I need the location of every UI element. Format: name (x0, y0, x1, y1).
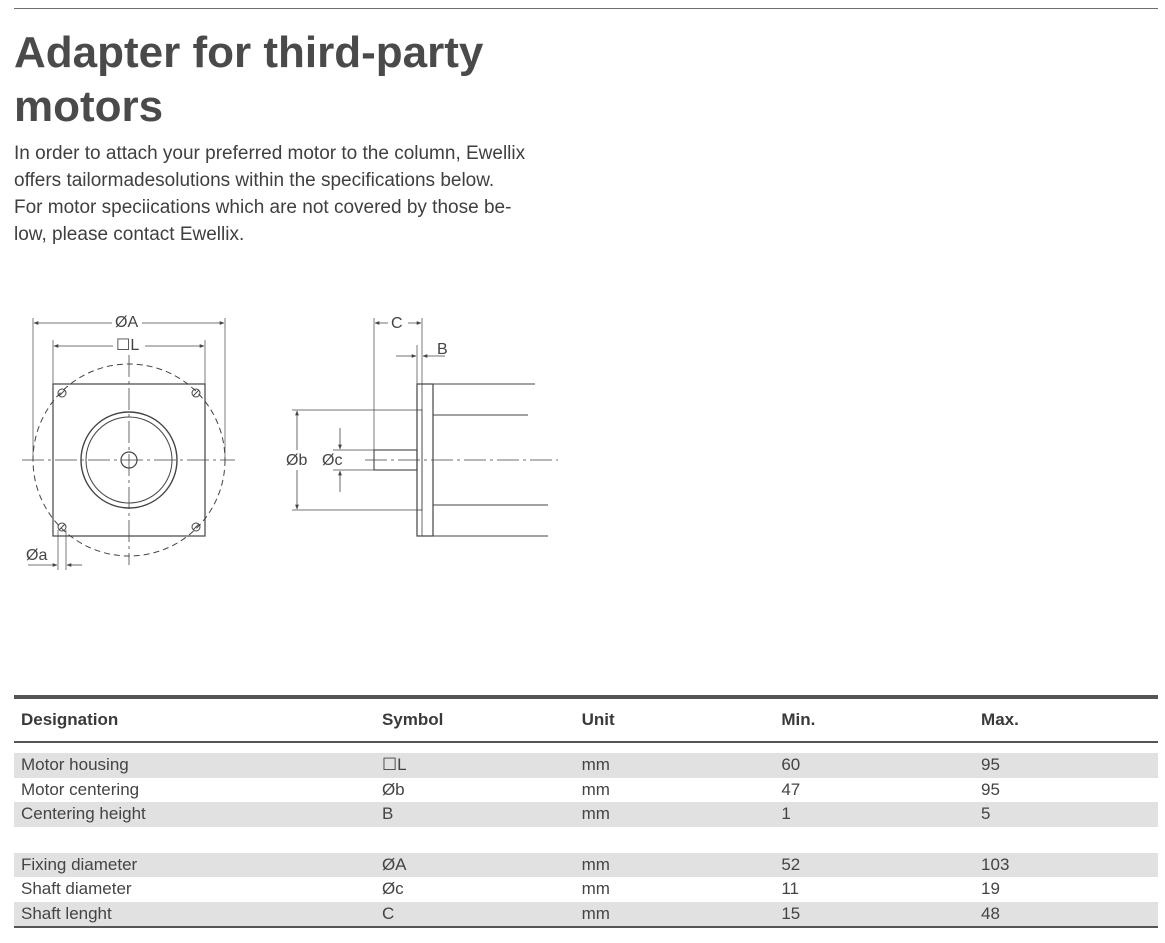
cell-min: 60 (781, 755, 801, 775)
specification-table (14, 695, 1158, 928)
table-row (14, 802, 1158, 827)
cell-max: 103 (981, 854, 1010, 874)
column-header-max: Max. (981, 710, 1019, 729)
top-rule (14, 8, 1158, 9)
cell-symbol: Øc (381, 879, 404, 899)
page-title: Adapter for third-party motors (14, 28, 484, 131)
cell-max: 48 (981, 903, 1000, 923)
table-row (14, 753, 1158, 778)
side-view (292, 318, 558, 536)
table-row (14, 877, 1158, 902)
table-row (14, 853, 1158, 878)
cell-max: 95 (981, 779, 1000, 799)
cell-min: 1 (781, 804, 791, 824)
column-header-symbol: Symbol (381, 710, 444, 729)
column-header-designation: Designation (21, 710, 119, 729)
cell-designation: Motor housing (21, 755, 129, 775)
cell-designation: Centering height (21, 804, 146, 824)
cell-designation: Motor centering (21, 779, 140, 799)
column-header-unit: Unit (581, 710, 615, 729)
cell-symbol: ØA (381, 854, 407, 874)
cell-min: 52 (781, 854, 801, 874)
motor-adapter-drawing (0, 300, 600, 590)
cell-symbol: ☐L (381, 755, 407, 775)
cell-min: 47 (781, 779, 801, 799)
table-group-gap (14, 827, 1158, 853)
cell-symbol: C (381, 903, 395, 923)
intro-line: In order to attach your preferred motor to the column, Ewellix (14, 143, 526, 164)
centering-diameter-label: Øb (286, 452, 308, 469)
cell-unit: mm (581, 755, 610, 775)
column-header-min: Min. (781, 710, 816, 729)
shaft-length-label: C (391, 315, 403, 332)
cell-symbol: B (381, 804, 394, 824)
table-bottom-rule (14, 926, 1158, 928)
intro-line: For motor speciications which are not covered by those be- (14, 197, 512, 218)
cell-max: 19 (981, 879, 1000, 899)
cell-unit: mm (581, 903, 610, 923)
intro-line: low, please contact Ewellix. (14, 224, 245, 245)
shaft-diameter-label: Øc (322, 452, 343, 469)
cell-unit: mm (581, 854, 610, 874)
cell-unit: mm (581, 804, 610, 824)
cell-min: 15 (781, 903, 801, 923)
centering-height-label: B (437, 341, 448, 358)
intro-line: offers tailormadesolutions within the specifications below. (14, 170, 495, 191)
hole-diameter-label: Øa (26, 547, 48, 564)
cell-designation: Shaft diameter (21, 879, 132, 899)
cell-max: 95 (981, 755, 1000, 775)
motor-housing-label: ☐L (116, 337, 140, 354)
cell-designation: Shaft lenght (21, 903, 112, 923)
cell-unit: mm (581, 779, 610, 799)
table-row (14, 902, 1158, 927)
table-header-row (14, 699, 1158, 741)
cell-max: 5 (981, 804, 991, 824)
table-row (14, 778, 1158, 803)
fixing-diameter-label: ØA (115, 314, 139, 331)
cell-min: 11 (781, 879, 799, 899)
cell-designation: Fixing diameter (21, 854, 138, 874)
intro-paragraph (14, 140, 584, 248)
cell-symbol: Øb (381, 779, 405, 799)
front-view (22, 318, 235, 570)
cell-unit: mm (581, 879, 610, 899)
